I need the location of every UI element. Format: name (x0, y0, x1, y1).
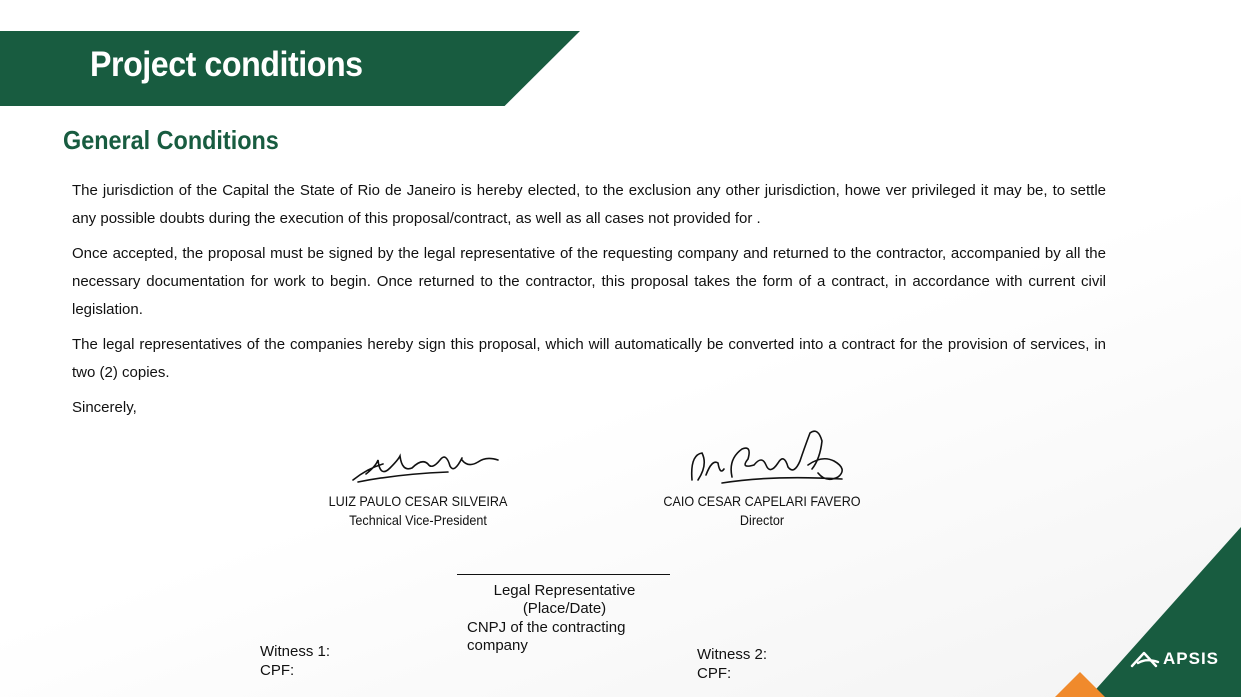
paragraph-jurisdiction: The jurisdiction of the Capital the State of Rio de Janeiro is hereby elected, to the exclusion any other jurisdiction, howe ver privileged it may be, to settle any possible doubts during the execution of this proposal/contract, as well as all cases not provided for . (72, 182, 1106, 227)
cnpj-label: CNPJ of the contracting company (467, 619, 626, 654)
section-title: General Conditions (63, 125, 279, 155)
signature-block-1 (318, 438, 518, 530)
paragraph-acceptance: Once accepted, the proposal must be signed by the legal representative of the requesting company and returned to the contractor, accompanied by all the necessary documentation for work to begin. Once returned to the contractor, this proposal takes the form of a contract, in accordance with current civil legislation. (72, 245, 1106, 318)
signature-2-image (662, 425, 862, 492)
witness-2-block (697, 645, 767, 683)
apsis-logo (1130, 649, 1219, 669)
apsis-mark-icon (1130, 650, 1160, 668)
signature-1-image (328, 438, 508, 492)
signatory-2-role: Director (739, 512, 785, 528)
legal-representative-title: Legal Representative (493, 582, 636, 599)
apsis-logo-text: APSIS (1163, 649, 1220, 668)
witness-1-label: Witness 1: (260, 643, 331, 660)
place-date-label: (Place/Date) (522, 600, 607, 617)
corner-green-triangle (1089, 527, 1241, 697)
signatory-2-name: CAIO CESAR CAPELARI FAVERO (663, 493, 861, 509)
witness-1-cpf: CPF: (260, 662, 295, 679)
signatory-1-role: Technical Vice-President (349, 512, 487, 528)
conditions-body (72, 177, 1106, 429)
paragraph-signature: The legal representatives of the companies hereby sign this proposal, which will automatically be converted into a contract for the provision of services, in two (2) copies. (72, 336, 1106, 381)
signatory-1-name: LUIZ PAULO CESAR SILVEIRA (328, 493, 508, 509)
witness-2-cpf: CPF: (697, 665, 732, 682)
paragraph-closing: Sincerely, (72, 399, 137, 416)
signature-block-2 (652, 425, 872, 530)
witness-1-block (260, 642, 330, 680)
witness-2-label: Witness 2: (697, 646, 768, 663)
page-title: Project conditions (90, 45, 363, 84)
legal-representative-signature-line (457, 574, 670, 575)
legal-representative-label (467, 582, 662, 618)
corner-orange-triangle (1055, 672, 1105, 697)
